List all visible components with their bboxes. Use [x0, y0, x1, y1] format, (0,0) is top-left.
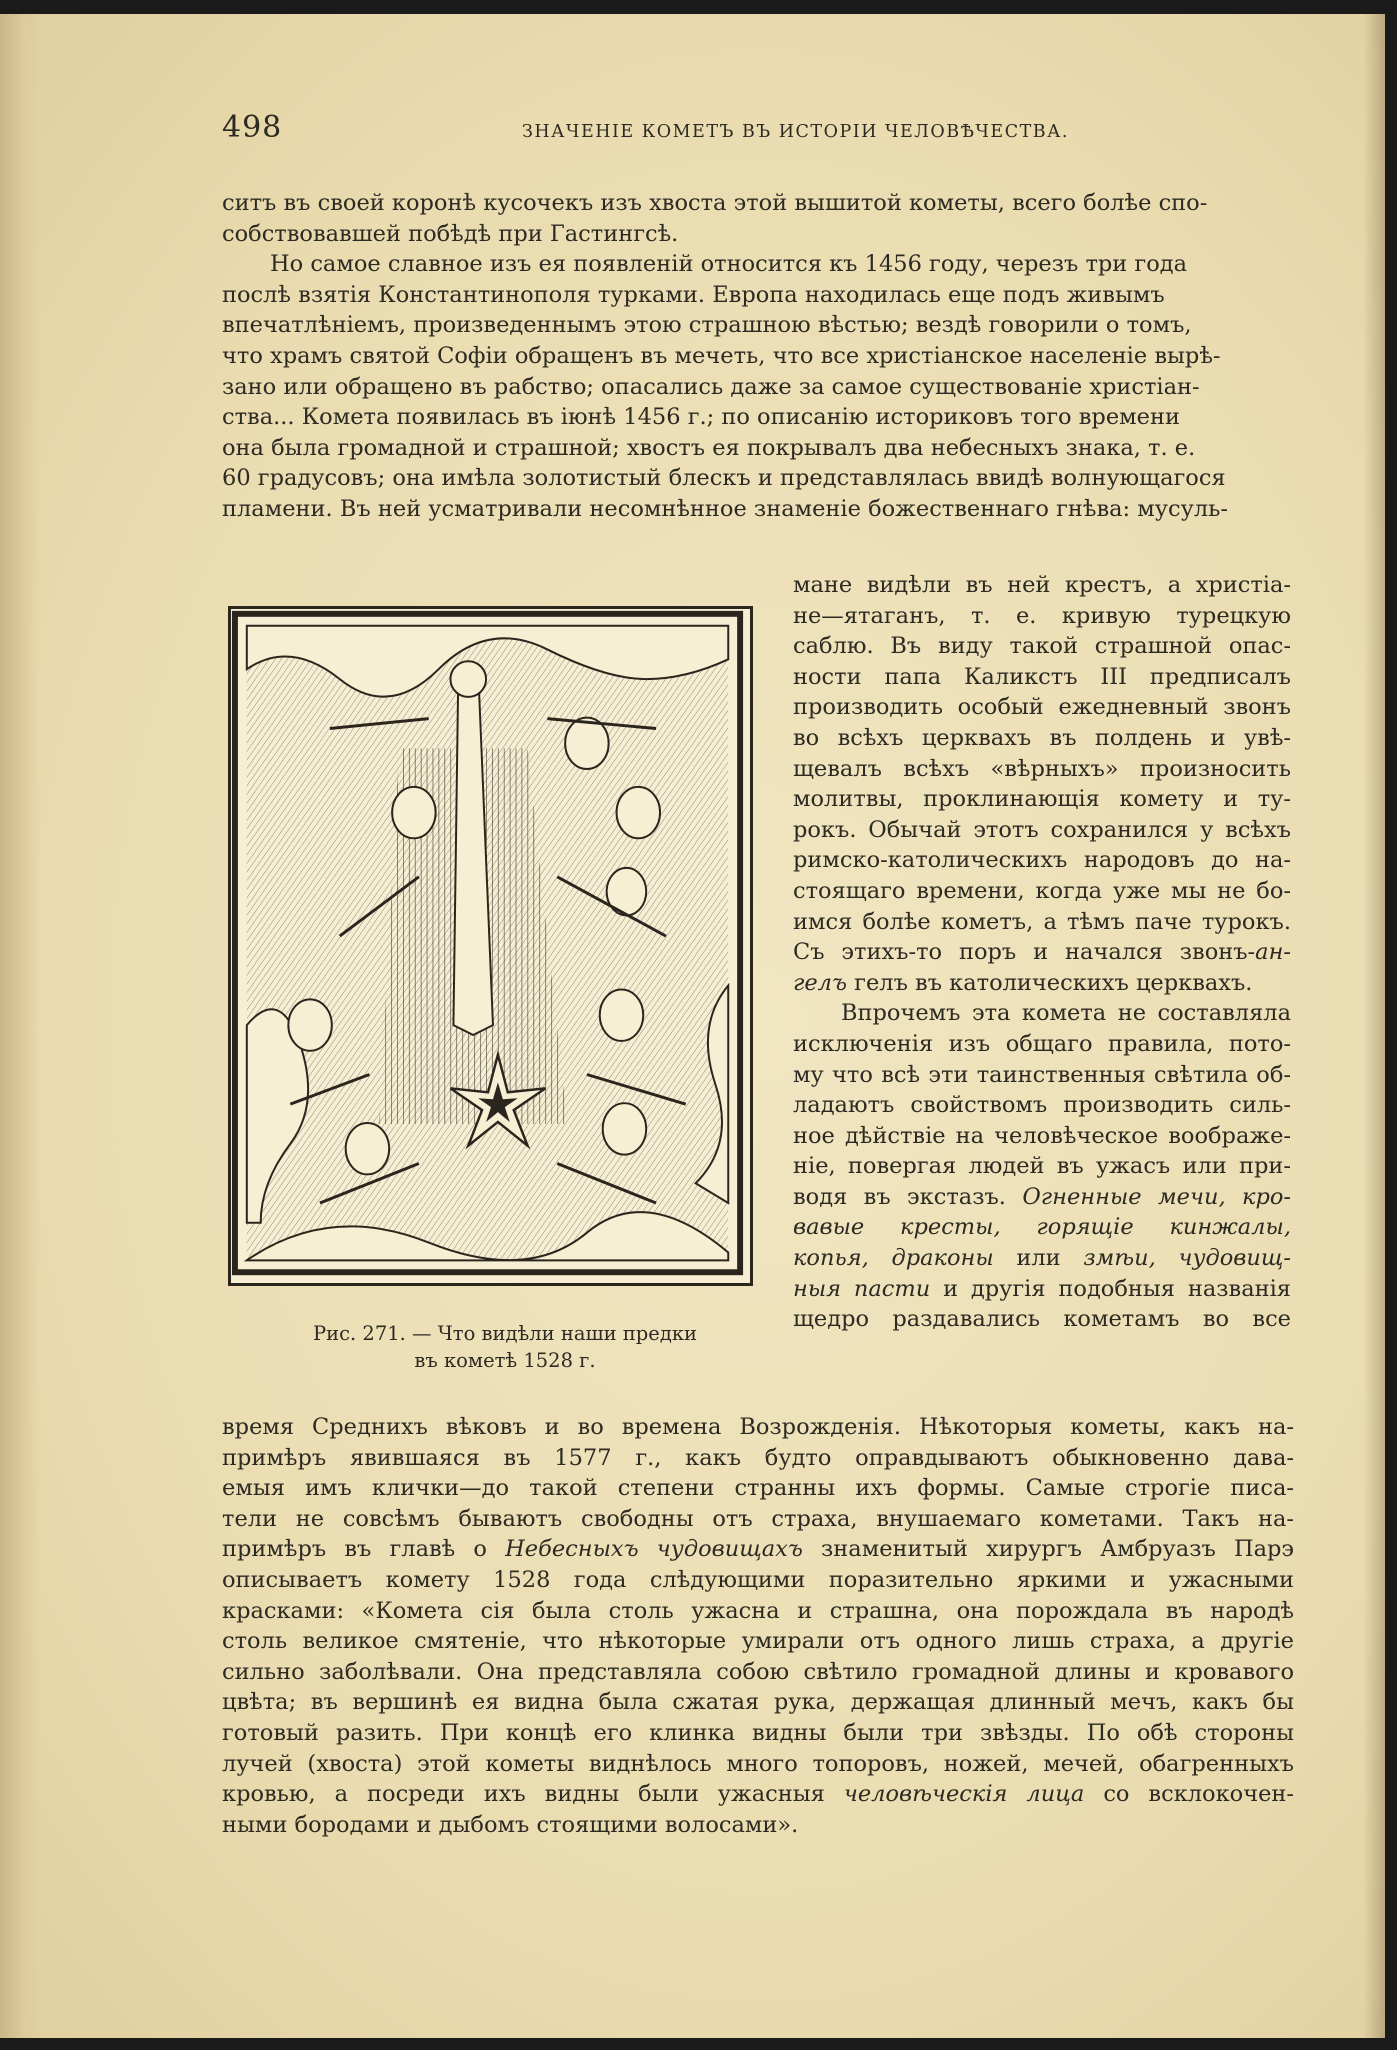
caption-line: въ кометѣ 1528 г. — [414, 1349, 596, 1372]
text-line: саблю. Въ виду такой страшной опас- — [793, 633, 1291, 660]
text-line: ными бородами и дыбомъ стоящими волосами». — [222, 1811, 799, 1838]
text-line: сильно заболѣвали. Она представляла собою свѣтило громадной длины и кровавого — [222, 1658, 1294, 1685]
text-line: ныя пасти и другія подобныя названія — [793, 1275, 1291, 1302]
text-line: исключенія изъ общаго правила, пото- — [793, 1030, 1291, 1057]
text-line: Но самое славное изъ ея появленій относится къ 1456 году, черезъ три года — [270, 251, 1188, 278]
text-line: пламени. Въ ней усматривали несомнѣнное знаменіе божественнаго гнѣва: мусуль- — [222, 495, 1229, 522]
text-line: ладаютъ свойствомъ производить силь- — [793, 1092, 1291, 1119]
text-line: ства... Комета появилась въ іюнѣ 1456 г.; по описанію историковъ того времени — [222, 404, 1180, 431]
text-line: Впрочемъ эта комета не составляла — [841, 1000, 1291, 1027]
page-binding-shadow — [0, 14, 40, 2038]
text-line: столь великое смятеніе, что нѣкоторые умирали отъ одного лишь страха, а другіе — [222, 1628, 1294, 1655]
page-edge-shadow — [1363, 14, 1385, 2038]
text-line: собствовавшей побѣдѣ при Гастингсѣ. — [222, 220, 679, 247]
text-line: 60 градусовъ; она имѣла золотистый блескъ и представлялась ввидѣ волнующагося — [222, 465, 1226, 492]
text-line: ніе, повергая людей въ ужасъ или при- — [793, 1153, 1291, 1180]
text-line: во всѣхъ церквахъ въ полдень и увѣ- — [793, 724, 1291, 751]
text-line: кровью, а посреди ихъ видны были ужасныя человѣческія лица со всклокочен- — [222, 1781, 1295, 1808]
text-line: ситъ въ своей коронѣ кусочекъ изъ хвоста этой вышитой кометы, всего болѣе спо- — [222, 190, 1208, 216]
italic-word: гелъ — [793, 969, 848, 996]
italic-phrase: Небесныхъ чудовищахъ — [505, 1536, 803, 1563]
book-page — [0, 14, 1385, 2038]
page-header — [222, 110, 1092, 150]
text-line: впечатлѣніемъ, произведеннымъ этою страшною вѣстью; вездѣ говорили о томъ, — [222, 312, 1192, 339]
text-line: гелъ гелъ въ католическихъ церквахъ. — [793, 969, 1253, 996]
text-line: красками: «Комета сія была столь ужасна и страшна, она порождала въ народѣ — [222, 1597, 1294, 1624]
text-line: тели не совсѣмъ бываютъ свободны отъ страха, внушаемаго кометами. Такъ на- — [222, 1505, 1294, 1532]
text-line: ное дѣйствіе на человѣческое воображе- — [793, 1122, 1291, 1149]
italic-phrase: человѣческія лица — [843, 1781, 1085, 1808]
text-line: лучей (хвоста) этой кометы виднѣлось много топоровъ, ножей, мечей, обагренныхъ — [222, 1750, 1294, 1777]
woodcut-figure — [228, 606, 753, 1286]
text-line: молитвы, проклинающія комету и ту- — [793, 786, 1291, 813]
text-line: рокъ. Обычай этотъ сохранился у всѣхъ — [793, 816, 1291, 843]
page-number: 498 — [222, 110, 283, 145]
italic-word: ан- — [1255, 939, 1291, 966]
text-line: описываетъ комету 1528 года слѣдующими поразительно яркими и ужасными — [222, 1566, 1294, 1593]
text-line: мане видѣли въ ней крестъ, а христіа- — [793, 572, 1291, 598]
caption-line: Рис. 271. — Что видѣли наши предки — [312, 1322, 698, 1345]
text-line: копья, драконы или змѣи, чудовищ- — [793, 1245, 1292, 1272]
comet-woodcut-illustration — [231, 609, 750, 1283]
text-line: щевалъ всѣхъ «вѣрныхъ» произносить — [793, 755, 1291, 782]
text-line: стоящаго времени, когда уже мы не бо- — [793, 877, 1291, 904]
text-line: му что всѣ эти таинственныя свѣтила об- — [793, 1061, 1291, 1088]
text-block-side — [793, 570, 1291, 1335]
text-line: что храмъ святой Софіи обращенъ въ мечеть, что все христіанское населеніе вырѣ- — [222, 342, 1221, 369]
text-line: послѣ взятія Константинополя турками. Европа находилась еще подъ живымъ — [222, 281, 1165, 308]
text-line: зано или обращено въ рабство; опасались даже за самое существованіе христіан- — [222, 373, 1200, 400]
text-line: имся болѣе кометъ, а тѣмъ паче турокъ. — [793, 908, 1291, 935]
text-line: цвѣта; въ вершинѣ ея видна была сжатая рука, держащая длинный мечъ, какъ бы — [222, 1689, 1294, 1716]
text-line: ности папа Каликстъ III предписалъ — [793, 663, 1291, 690]
text-line: примѣръ явившаяся въ 1577 г., какъ будто оправдываютъ обыкновенно дава- — [222, 1444, 1294, 1471]
text-block-bottom — [222, 1412, 1294, 1840]
figure-caption — [270, 1320, 740, 1374]
text-line: примѣръ въ главѣ о Небесныхъ чудовищахъ знаменитый хирургъ Амбруазъ Парэ — [222, 1536, 1295, 1563]
text-line: производить особый ежедневный звонъ — [793, 694, 1291, 721]
text-line: щедро раздавались кометамъ во все — [793, 1306, 1291, 1333]
text-line: вавые кресты, горящіе кинжалы, — [793, 1214, 1291, 1241]
italic-phrase: Огненные мечи, кро- — [1022, 1183, 1292, 1210]
text-line: время Среднихъ вѣковъ и во времена Возрожденія. Нѣкоторыя кометы, какъ на- — [222, 1414, 1294, 1440]
text-line: Съ этихъ-то поръ и начался звонъ-ан- — [793, 939, 1291, 966]
text-line: римско-католическихъ народовъ до на- — [793, 847, 1291, 874]
text-line: не—ятаганъ, т. е. кривую турецкую — [793, 602, 1291, 629]
text-line: она была громадной и страшной; хвостъ ея покрывалъ два небесныхъ знака, т. е. — [222, 434, 1196, 461]
text-line: готовый разить. При концѣ его клинка видны были три звѣзды. По обѣ стороны — [222, 1719, 1294, 1746]
text-line: емыя имъ клички—до такой степени странны ихъ формы. Самые строгіе писа- — [222, 1475, 1294, 1502]
running-head: ЗНАЧЕНІЕ КОМЕТЪ ВЪ ИСТОРІИ ЧЕЛОВѢЧЕСТВА. — [522, 122, 1069, 142]
text-line: водя въ экстазъ. Огненные мечи, кро- — [793, 1183, 1292, 1210]
text-block-top — [222, 188, 1229, 525]
